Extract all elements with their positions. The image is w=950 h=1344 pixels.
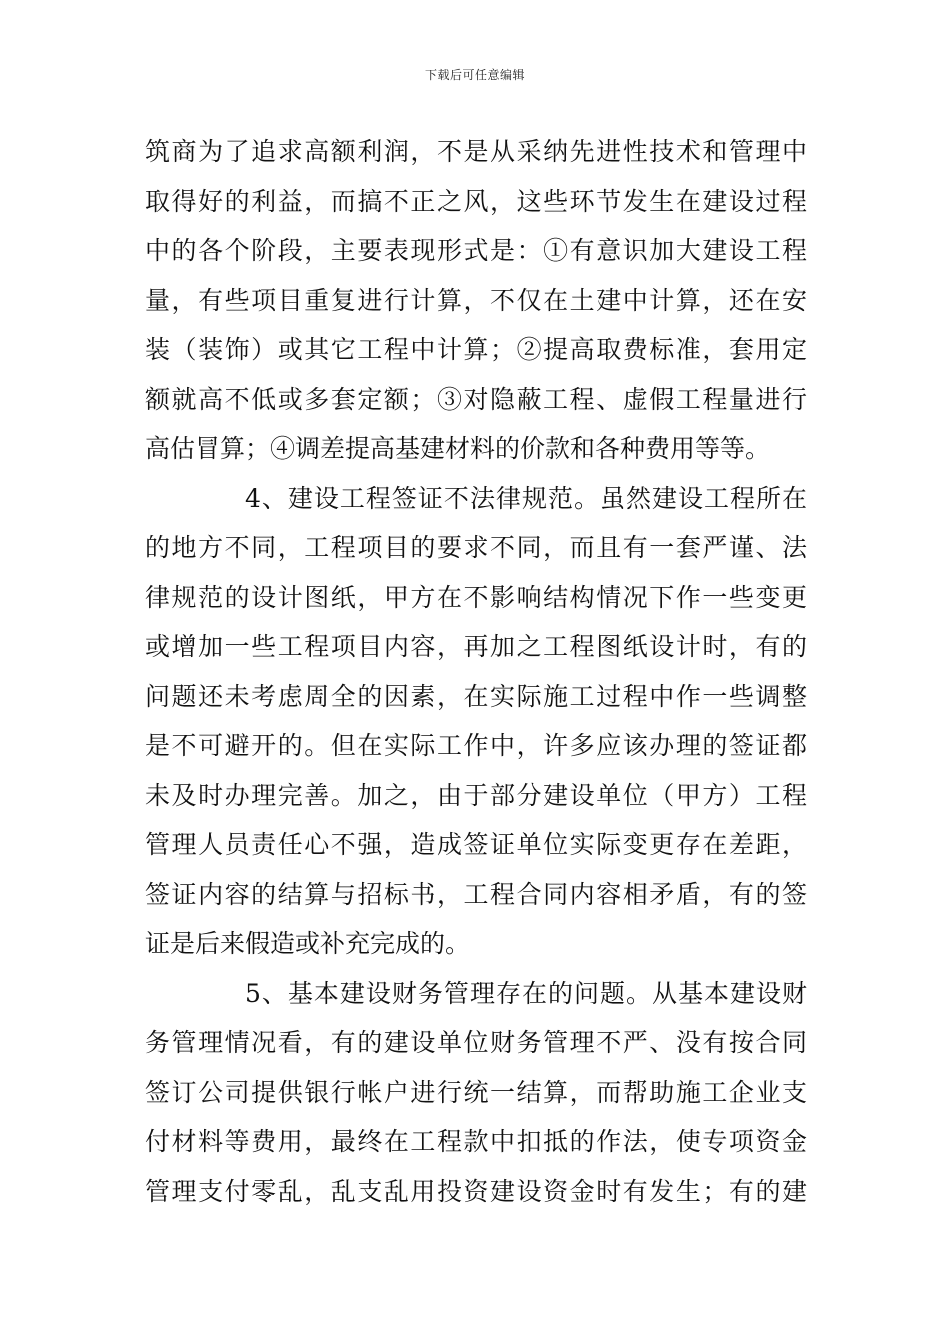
text-line: 签证内容的结算与招标书，工程合同内容相矛盾，有的签 — [145, 879, 807, 909]
text-line: 签订公司提供银行帐户进行统一结算，而帮助施工企业支 — [145, 1077, 807, 1107]
text-line: 或增加一些工程项目内容，再加之工程图纸设计时，有的 — [145, 632, 807, 661]
text-line: 量，有些项目重复进行计算，不仅在土建中计算，还在安 — [145, 285, 807, 315]
text-line: 律规范的设计图纸，甲方在不影响结构情况下作一些变更 — [145, 582, 807, 612]
page-header: 下载后可任意编辑 — [424, 68, 525, 82]
text-line: 筑商为了追求高额利润，不是从采纳先进性技术和管理中 — [145, 137, 807, 166]
text-line: 取得好的利益，而搞不正之风，这些环节发生在建设过程 — [145, 186, 807, 216]
text-line: 5、基本建设财务管理存在的问题。从基本建设财 — [245, 978, 807, 1008]
text-line: 的地方不同，工程项目的要求不同，而且有一套严谨、法 — [145, 533, 807, 562]
text-line: 证是后来假造或补充完成的。 — [145, 929, 471, 958]
text-line: 额就高不低或多套定额；③对隐蔽工程、虚假工程量进行 — [145, 384, 807, 414]
text-line: 付材料等费用，最终在工程款中扣抵的作法，使专项资金 — [145, 1127, 807, 1156]
text-line: 未及时办理完善。加之，由于部分建设单位（甲方）工程 — [145, 780, 807, 810]
text-line: 务管理情况看，有的建设单位财务管理不严、没有按合同 — [145, 1028, 807, 1057]
text-line: 管理支付零乱，乱支乱用投资建设资金时有发生；有的建 — [145, 1176, 807, 1206]
text-line: 是不可避开的。但在实际工作中，许多应该办理的签证都 — [145, 731, 807, 760]
text-line: 高估冒算；④调差提高基建材料的价款和各种费用等等。 — [145, 434, 771, 463]
text-line: 问题还未考虑周全的因素，在实际施工过程中作一些调整 — [145, 681, 807, 711]
text-line: 装（装饰）或其它工程中计算；②提高取费标准，套用定 — [145, 335, 807, 364]
body-text — [145, 127, 807, 1216]
text-line: 中的各个阶段，主要表现形式是：①有意识加大建设工程 — [145, 236, 807, 265]
text-line: 4、建设工程签证不法律规范。虽然建设工程所在 — [245, 483, 807, 513]
text-line: 管理人员责任心不强，造成签证单位实际变更存在差距， — [145, 830, 807, 859]
